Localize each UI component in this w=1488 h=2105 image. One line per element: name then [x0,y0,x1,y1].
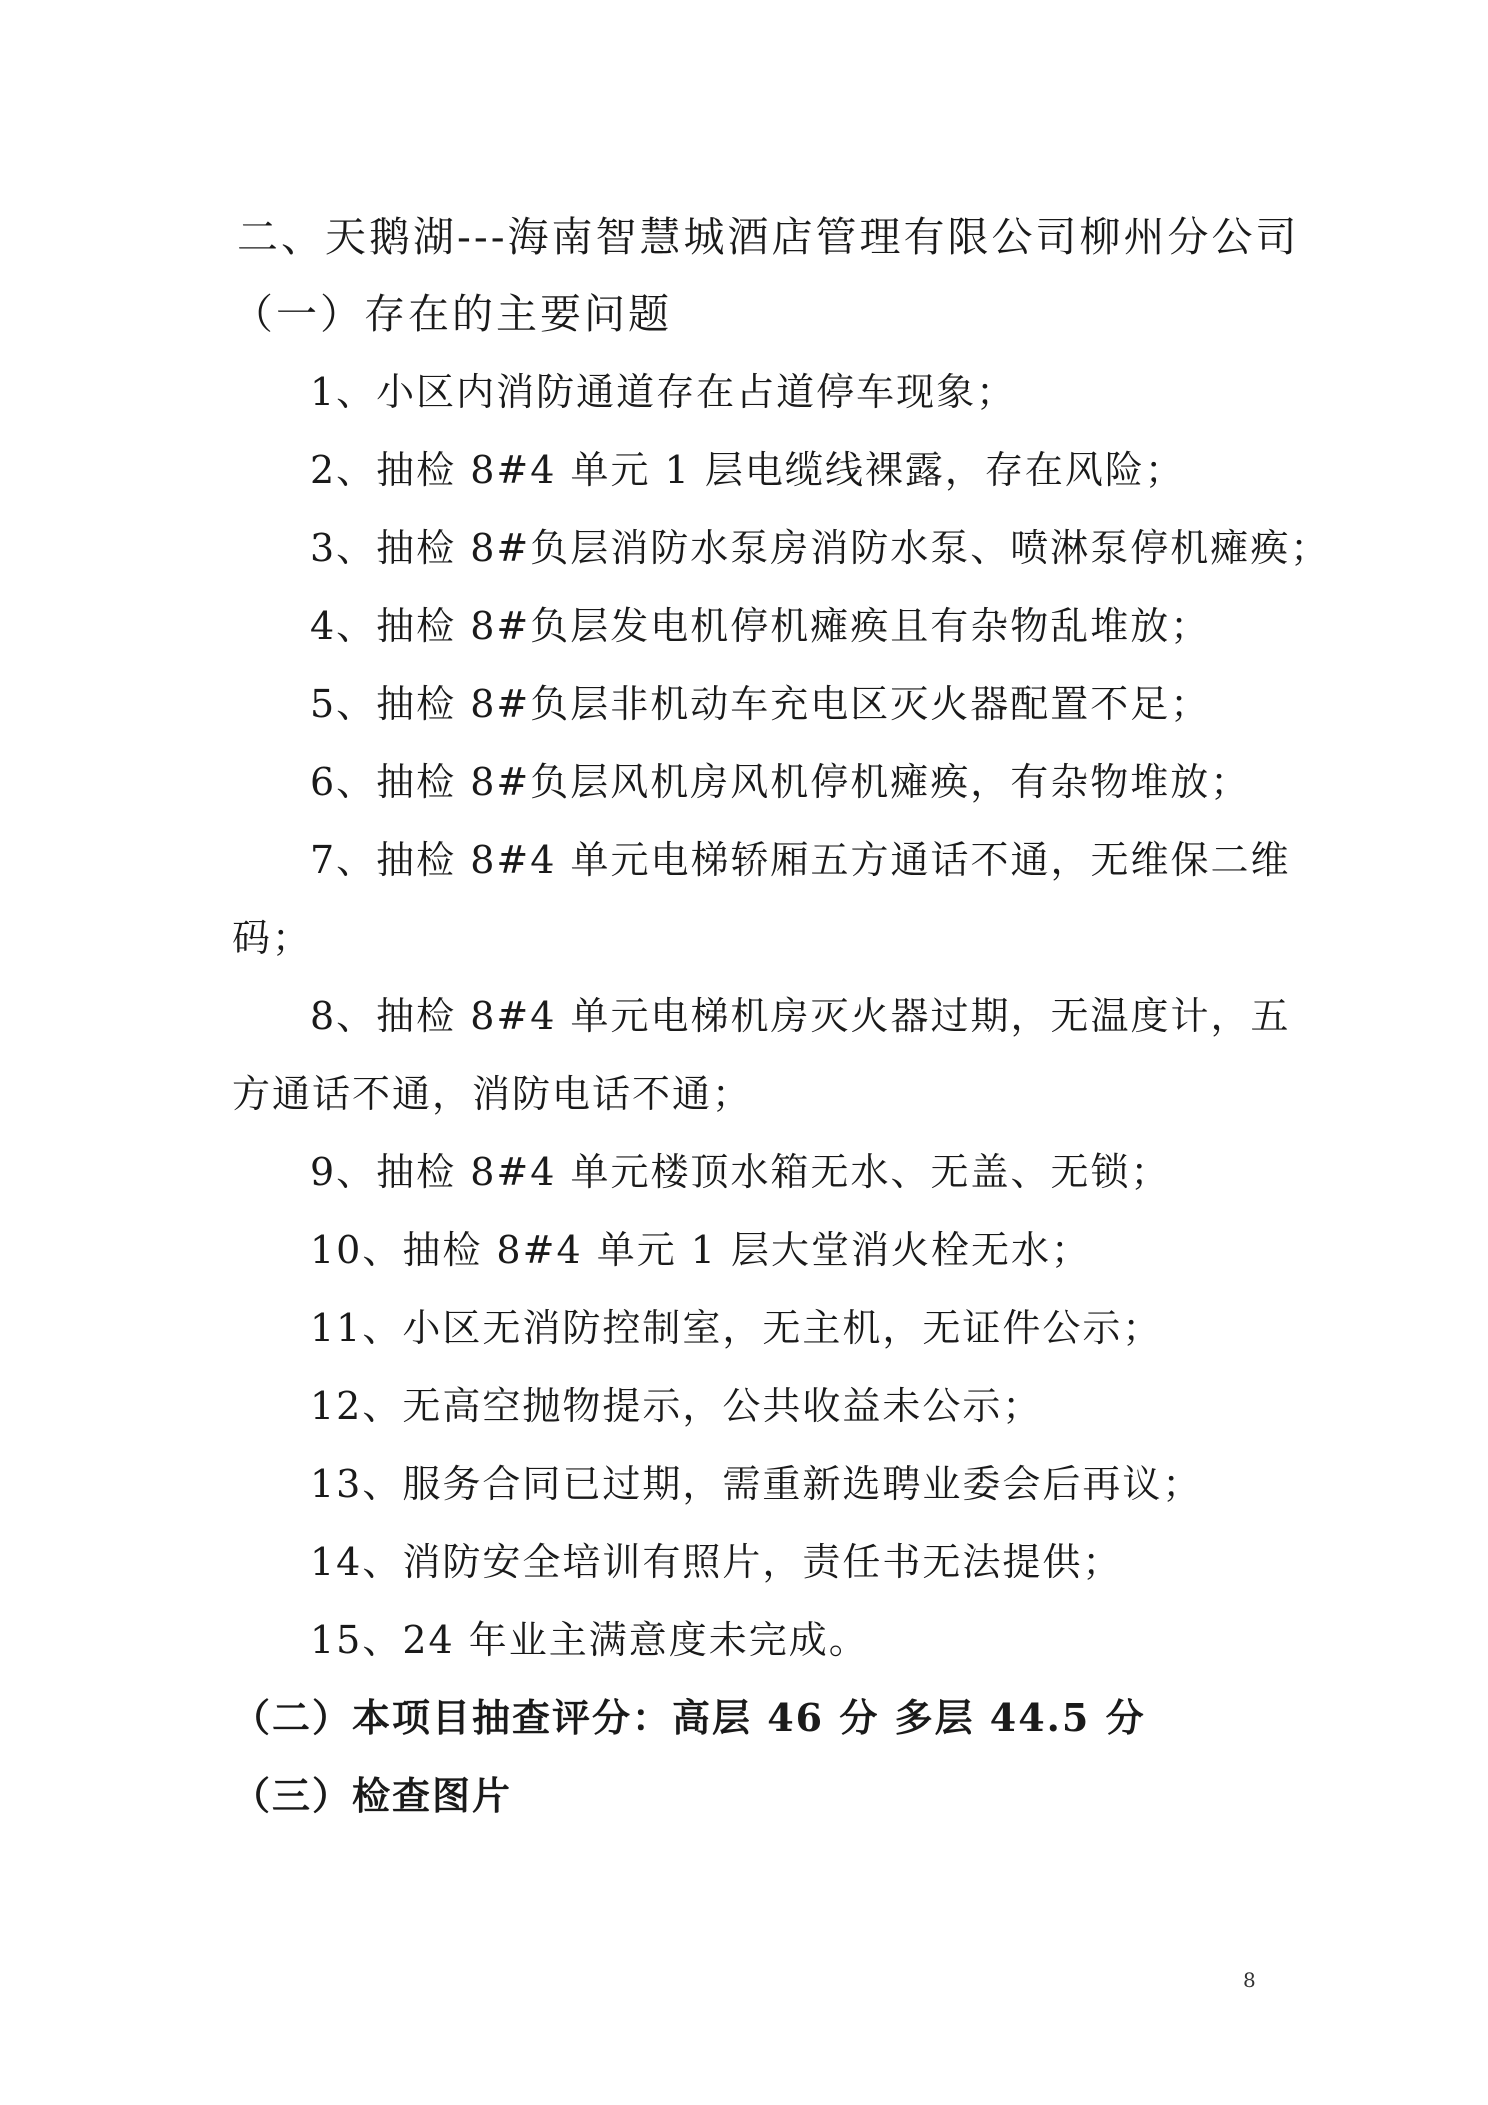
list-item: 1、小区内消防通道存在占道停车现象； [310,370,1017,414]
list-item: 11、小区无消防控制室，无主机，无证件公示； [310,1306,1163,1350]
page-number: 8 [1243,1968,1256,1992]
list-item: 2、抽检 8#4 单元 1 层电缆线裸露，存在风险； [310,448,1185,492]
list-item-continuation: 码； [232,916,313,960]
list-item: 13、服务合同已过期，需重新选聘业委会后再议； [310,1462,1203,1506]
list-item: 8、抽检 8#4 单元电梯机房灭火器过期，无温度计，五 [310,994,1291,1038]
list-item: 9、抽检 8#4 单元楼顶水箱无水、无盖、无锁； [310,1150,1171,1194]
list-item: 6、抽检 8#负层风机房风机停机瘫痪，有杂物堆放； [310,760,1251,804]
list-item: 5、抽检 8#负层非机动车充电区灭火器配置不足； [310,682,1211,726]
list-item: 7、抽检 8#4 单元电梯轿厢五方通话不通，无维保二维 [310,838,1291,882]
list-item: 15、24 年业主满意度未完成。 [310,1618,869,1662]
list-item: 12、无高空抛物提示，公共收益未公示； [310,1384,1043,1428]
list-item: 4、抽检 8#负层发电机停机瘫痪且有杂物乱堆放； [310,604,1211,648]
subsection-heading-problems: （一）存在的主要问题 [232,290,672,338]
list-item: 10、抽检 8#4 单元 1 层大堂消火栓无水； [310,1228,1092,1272]
section-title: 二、天鹅湖---海南智慧城酒店管理有限公司柳州分公司 [237,213,1300,261]
list-item: 3、抽检 8#负层消防水泵房消防水泵、喷淋泵停机瘫痪； [310,526,1331,570]
subsection-heading-photos: （三）检查图片 [232,1773,513,1818]
subsection-heading-score: （二）本项目抽查评分：高层 46 分 多层 44.5 分 [232,1695,1146,1740]
list-item-continuation: 方通话不通，消防电话不通； [232,1072,753,1116]
list-item: 14、消防安全培训有照片，责任书无法提供； [310,1540,1123,1584]
